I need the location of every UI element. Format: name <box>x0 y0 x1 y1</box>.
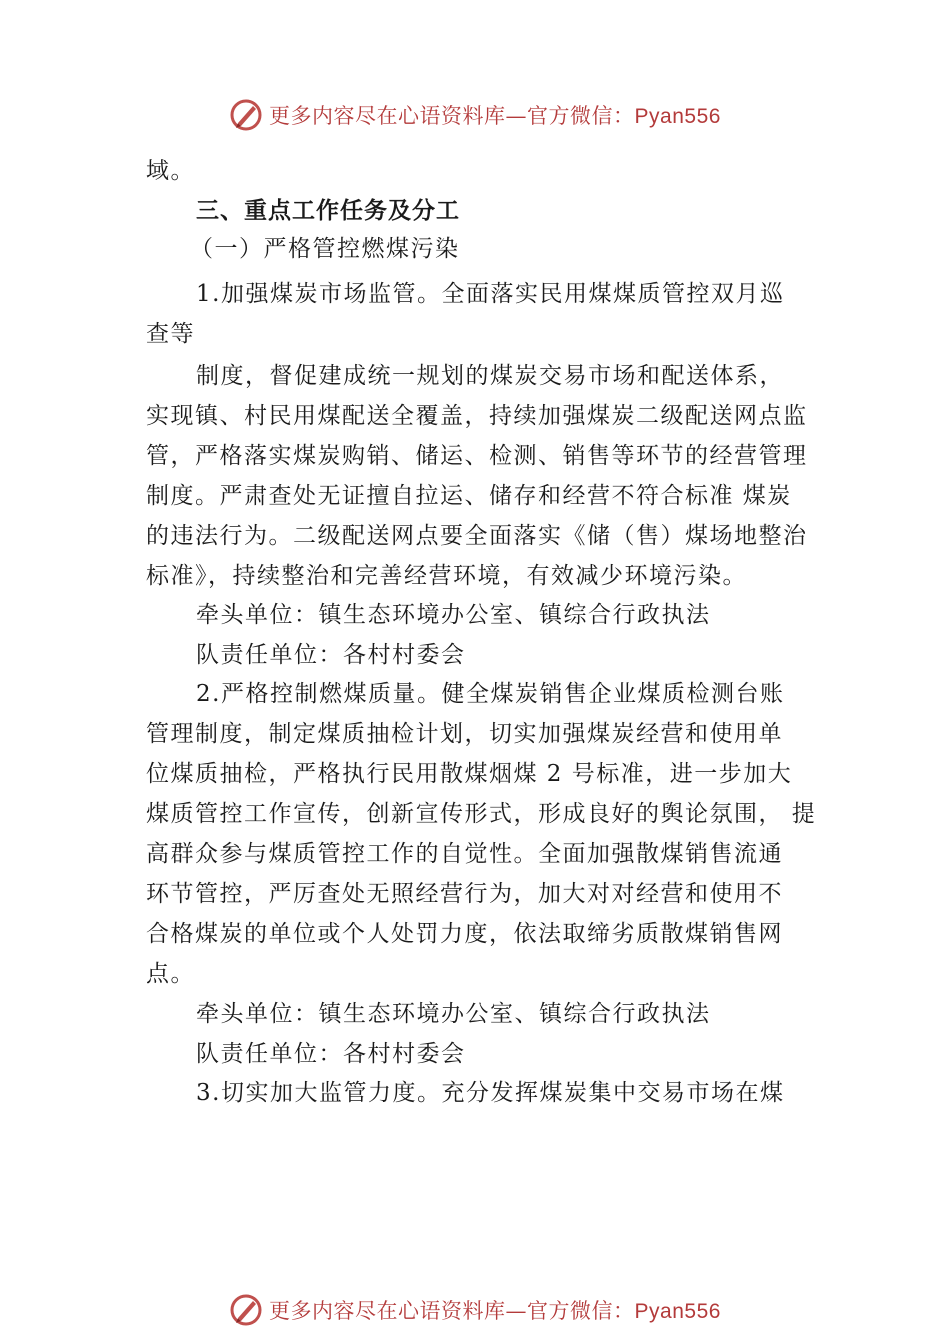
text-line: 位煤质抽检，严格执行民用散煤烟煤 2 号标准，进一步加大 <box>146 761 793 787</box>
text-line: 标准》，持续整治和完善经营环境，有效减少环境污染。 <box>146 563 747 589</box>
text-line: 制度，督促建成统一规划的煤炭交易市场和配送体系， <box>196 363 784 389</box>
banner-text: 更多内容尽在心语资料库—官方微信：Pyan556 <box>269 1299 721 1323</box>
footer-banner <box>0 1290 950 1330</box>
subsection-heading: （一）严格管控燃煤污染 <box>190 236 460 262</box>
wechat-id: Pyan556 <box>634 1300 721 1323</box>
text-line: 牵头单位：镇生态环境办公室、镇综合行政执法 <box>196 602 711 628</box>
text-line: 环节管控，严厉查处无照经营行为，加大对对经营和使用不 <box>146 881 783 907</box>
text-line: 实现镇、村民用煤配送全覆盖，持续加强煤炭二级配送网点监 <box>146 403 808 429</box>
text-line: 合格煤炭的单位或个人处罚力度，依法取缔劣质散煤销售网 <box>146 921 783 947</box>
text-line: 1.加强煤炭市场监管。全面落实民用煤煤质管控双月巡 <box>196 281 785 307</box>
text-line: 牵头单位：镇生态环境办公室、镇综合行政执法 <box>196 1001 711 1027</box>
text-line: 队责任单位：各村村委会 <box>196 1041 466 1067</box>
text-line: 点。 <box>146 961 195 987</box>
header-banner <box>0 95 950 135</box>
text-line: 的违法行为。二级配送网点要全面落实《储（售）煤场地整治 <box>146 523 808 549</box>
text-line: 域。 <box>146 158 195 184</box>
text-line: 2.严格控制燃煤质量。健全煤炭销售企业煤质检测台账 <box>196 681 785 707</box>
text-line: 制度。严肃查处无证擅自拉运、储存和经营不符合标准 煤炭 <box>146 483 792 509</box>
text-line: 查等 <box>146 321 195 347</box>
text-line: 管，严格落实煤炭购销、储运、检测、销售等环节的经营管理 <box>146 443 808 469</box>
banner-text: 更多内容尽在心语资料库—官方微信：Pyan556 <box>269 104 721 128</box>
wechat-id: Pyan556 <box>634 105 721 128</box>
pen-logo-icon <box>229 98 263 132</box>
text-line: 3.切实加大监管力度。充分发挥煤炭集中交易市场在煤 <box>196 1080 785 1106</box>
text-line: 煤质管控工作宣传，创新宣传形式，形成良好的舆论氛围， 提 <box>146 801 817 827</box>
section-heading: 三、重点工作任务及分工 <box>196 198 460 224</box>
text-line: 高群众参与煤质管控工作的自觉性。全面加强散煤销售流通 <box>146 841 783 867</box>
text-line: 管理制度，制定煤质抽检计划，切实加强煤炭经营和使用单 <box>146 721 783 747</box>
pen-logo-icon <box>229 1293 263 1327</box>
text-line: 队责任单位：各村村委会 <box>196 642 466 668</box>
